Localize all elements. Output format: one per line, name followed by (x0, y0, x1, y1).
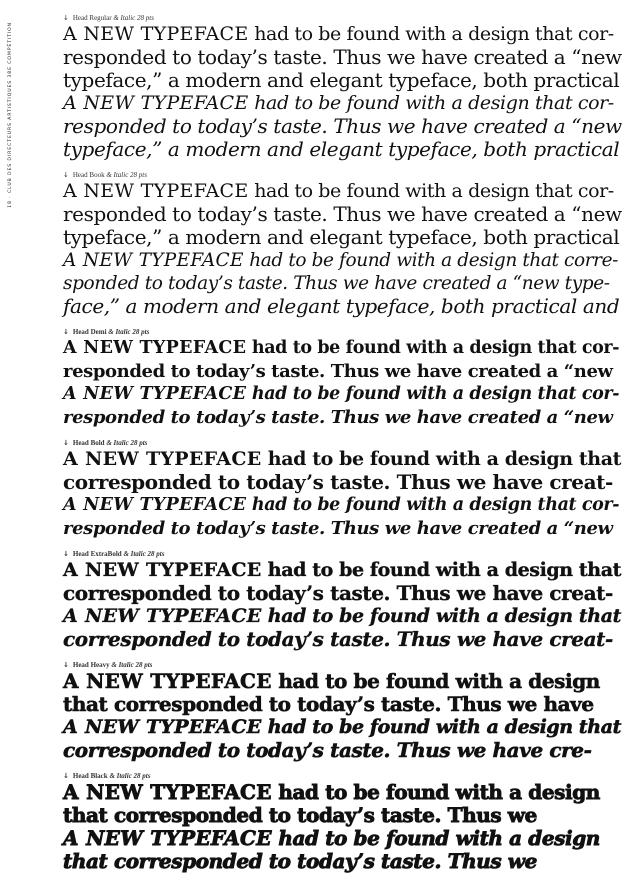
arrow-down-icon: ↓ (63, 171, 69, 179)
specimen-italic-line: responded to today’s taste. Thus we have created a “new (63, 114, 622, 138)
specimen-line: A NEW TYPEFACE had to be found with a design that cor- (63, 338, 620, 358)
specimen-line: that corresponded to today’s taste. Thus we (63, 803, 537, 827)
specimen-label: ↓ Head Heavy & Italic 28 pts (63, 661, 153, 669)
arrow-down-icon: ↓ (63, 439, 69, 447)
specimen-italic-line: face,” a modern and elegant typeface, both practical and (63, 294, 620, 318)
specimen-line: typeface,” a modern and elegant typeface, both practical (63, 225, 620, 249)
specimen-label: ↓ Head ExtraBold & Italic 28 pts (63, 550, 165, 558)
specimen-line: A NEW TYPEFACE had to be found with a design (63, 780, 600, 804)
specimen-italic-line: A NEW TYPEFACE had to be found with a design that cor- (63, 495, 620, 515)
specimen-line: responded to today’s taste. Thus we have created a “new (63, 202, 622, 226)
specimen-heavy (63, 660, 623, 762)
specimen-label: ↓ Head Bold & Italic 28 pts (63, 439, 148, 447)
specimen-line: A NEW TYPEFACE had to be found with a design that (63, 559, 622, 581)
specimen-line: A NEW TYPEFACE had to be found with a design that cor- (63, 23, 614, 45)
specimen-line: A NEW TYPEFACE had to be found with a design (63, 669, 600, 693)
specimen-extrabold (63, 549, 623, 651)
specimen-italic-line: corresponded to today’s taste. Thus we have cre- (63, 738, 592, 762)
specimen-demi (63, 327, 623, 429)
specimen-italic-line: that corresponded to today’s taste. Thus we (63, 849, 537, 873)
specimen-italic-line: A NEW TYPEFACE had to be found with a design (63, 826, 600, 850)
specimen-black (63, 771, 623, 873)
specimen-bold (63, 438, 623, 540)
specimen-label: ↓ Head Demi & Italic 28 pts (63, 328, 150, 336)
specimen-italic-line: A NEW TYPEFACE had to be found with a design that cor- (63, 92, 614, 114)
specimen-italic-line: sponded to today’s taste. Thus we have created a “new type- (63, 273, 610, 294)
specimen-line: corresponded to today’s taste. Thus we have creat- (63, 581, 613, 605)
specimen-line: responded to today’s taste. Thus we have created a “new (63, 45, 622, 69)
specimen-italic-line: A NEW TYPEFACE had to be found with a design that (63, 716, 622, 738)
specimen-label: ↓ Head Black & Italic 28 pts (63, 772, 151, 780)
arrow-down-icon: ↓ (63, 14, 69, 22)
specimen-line: corresponded to today’s taste. Thus we have creat- (63, 470, 613, 494)
specimen-italic-line: responded to today’s taste. Thus we have created a “new (63, 407, 613, 428)
arrow-down-icon: ↓ (63, 550, 69, 558)
specimen-line: responded to today’s taste. Thus we have created a “new (63, 361, 613, 382)
specimen-italic-line: responded to today’s taste. Thus we have created a “new (63, 518, 613, 539)
arrow-down-icon: ↓ (63, 328, 69, 336)
specimen-line: A NEW TYPEFACE had to be found with a design that (63, 448, 622, 470)
specimen-line: A NEW TYPEFACE had to be found with a design that cor- (63, 180, 614, 202)
specimen-label: ↓ Head Book & Italic 28 pts (63, 171, 147, 179)
specimen-italic-line: A NEW TYPEFACE had to be found with a design that (63, 605, 622, 627)
arrow-down-icon: ↓ (63, 772, 69, 780)
arrow-down-icon: ↓ (63, 661, 69, 669)
specimen-line: that corresponded to today’s taste. Thus we have (63, 692, 594, 716)
specimen-book (63, 170, 623, 318)
specimen-regular (63, 13, 623, 161)
specimen-italic-line: A NEW TYPEFACE had to be found with a design that cor- (63, 384, 620, 404)
specimen-label: ↓ Head Regular & Italic 28 pts (63, 14, 154, 22)
specimen-italic-line: typeface,” a modern and elegant typeface, both practical (63, 137, 620, 161)
specimen-line: typeface,” a modern and elegant typeface, both practical (63, 68, 620, 92)
specimen-italic-line: corresponded to today’s taste. Thus we have creat- (63, 627, 613, 651)
specimen-italic-line: A NEW TYPEFACE had to be found with a design that corre- (63, 250, 619, 271)
sidebar-caption: 18 · CLUB DES DIRECTEURS ARTISTIQUES 38E COMPÉTITION (8, 22, 13, 208)
